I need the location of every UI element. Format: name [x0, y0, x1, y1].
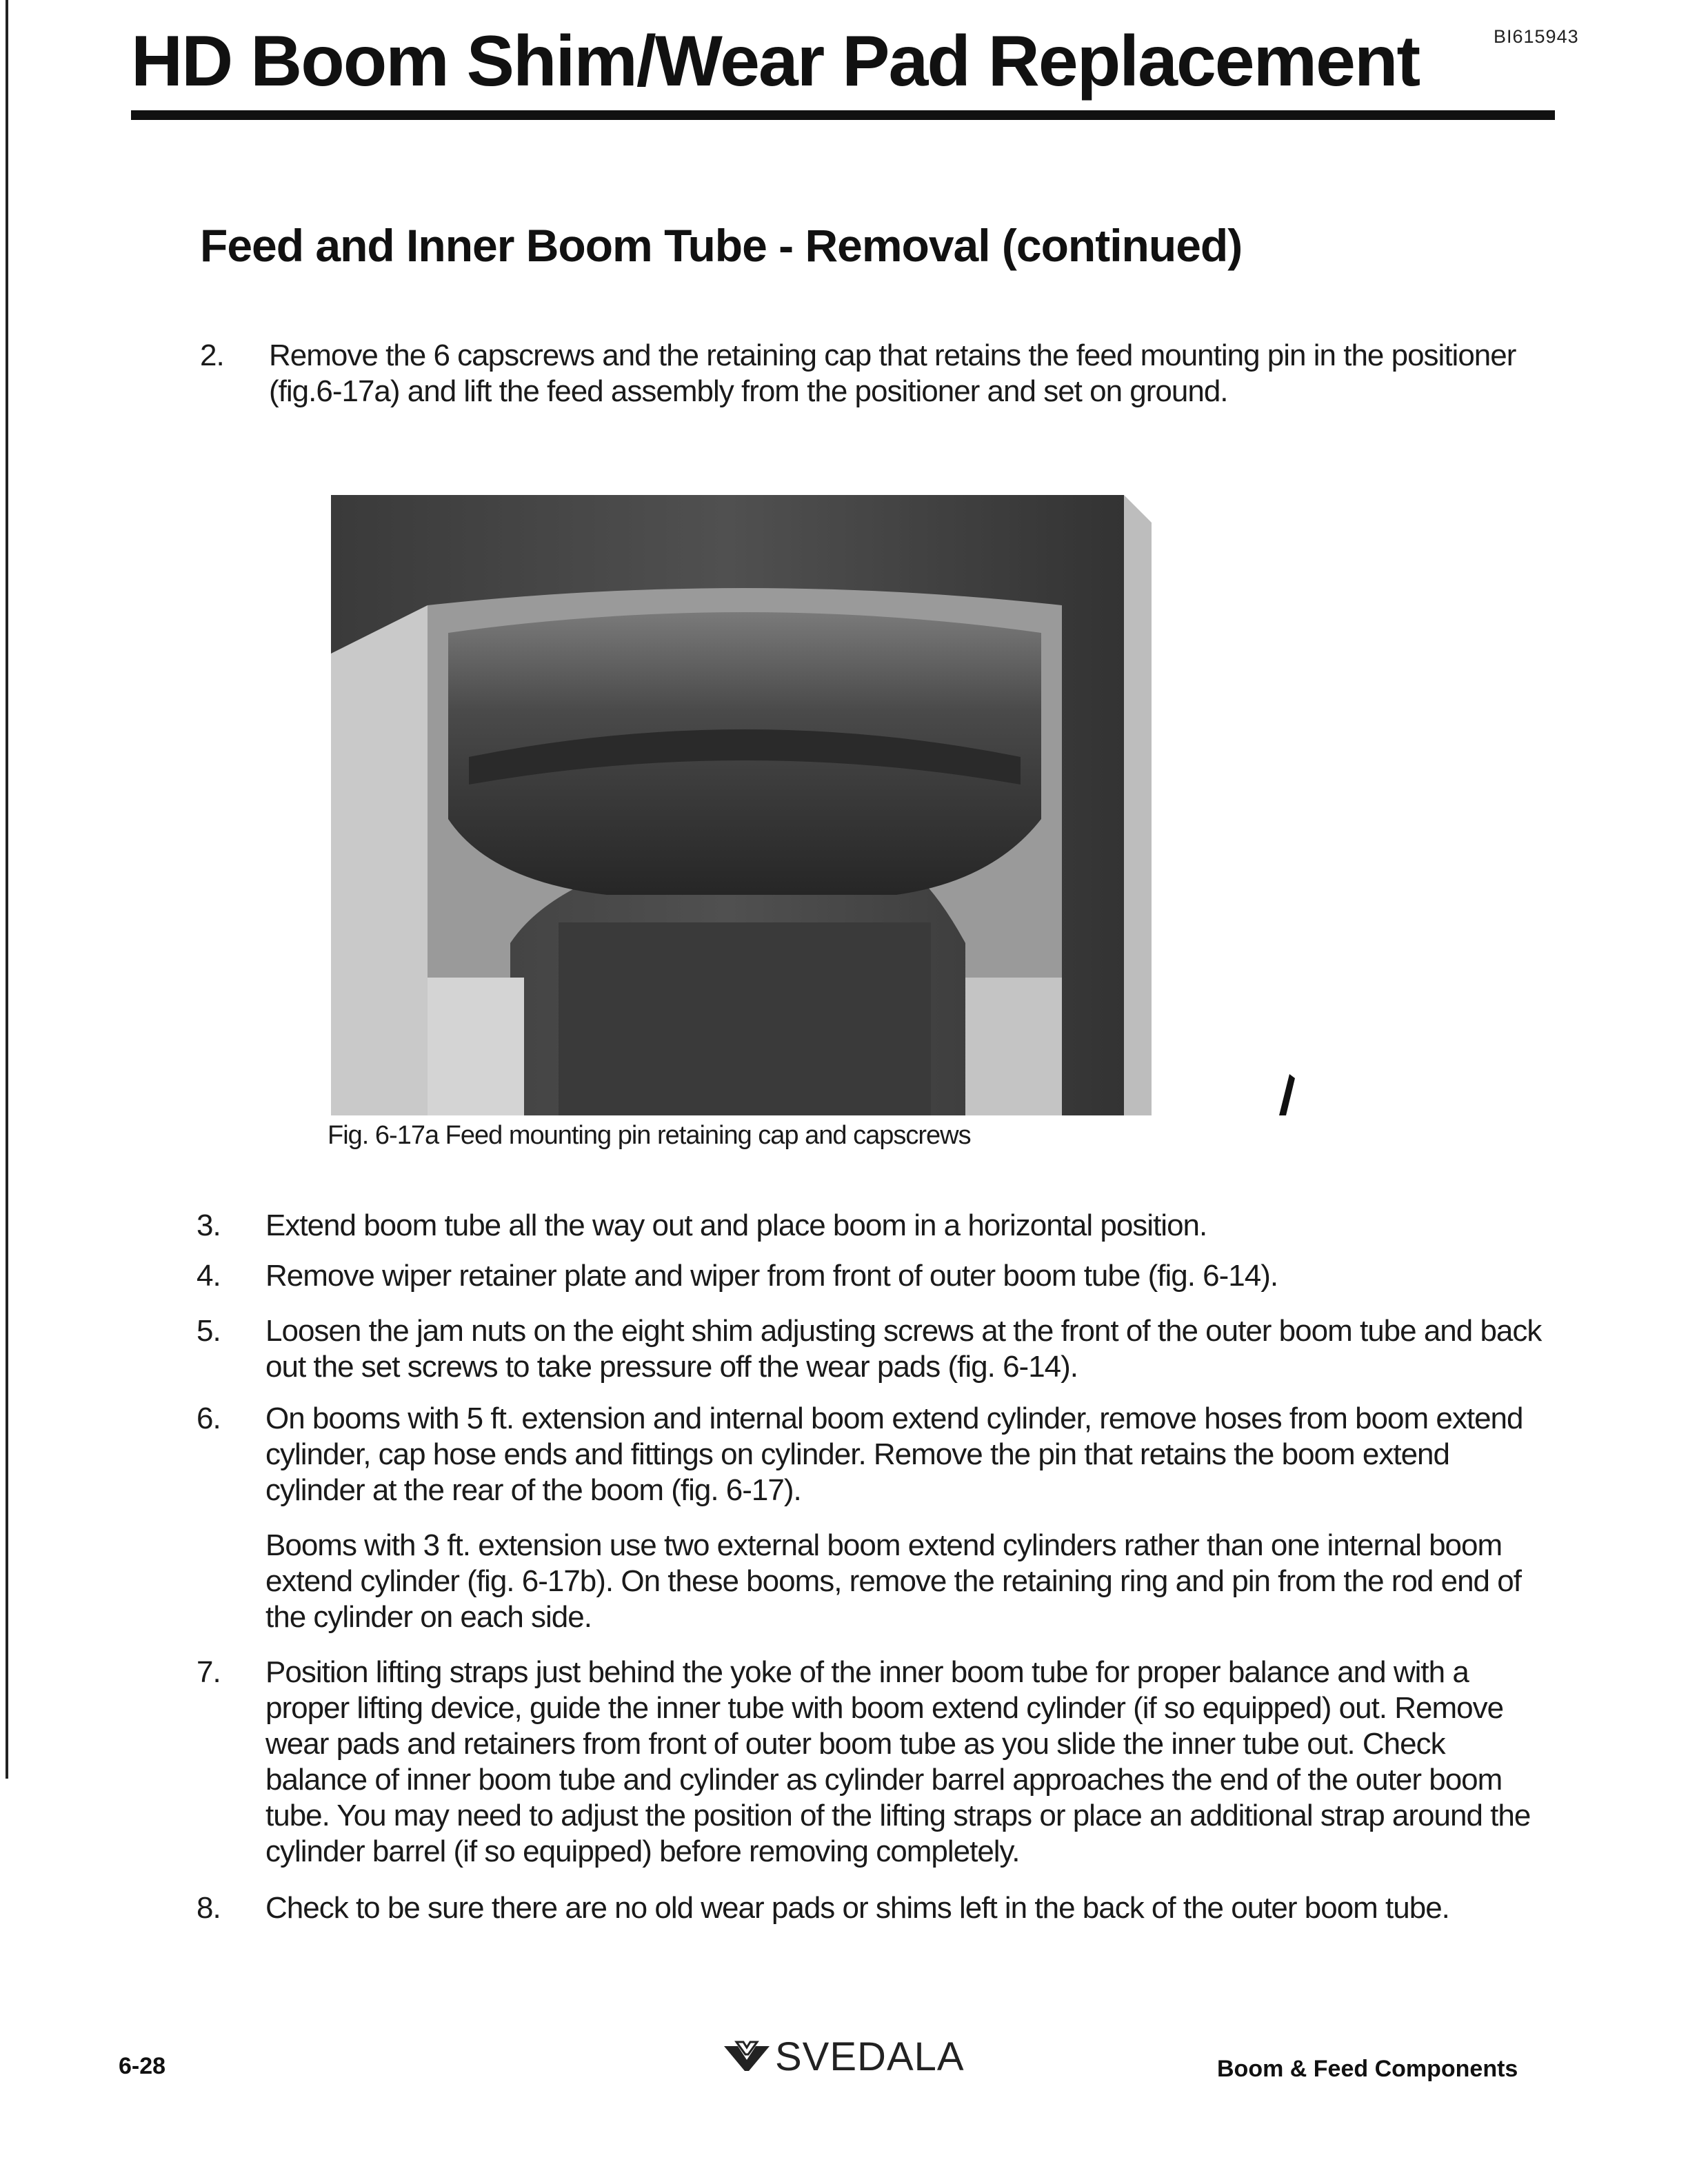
left-plate: [428, 978, 524, 1115]
step-text: Remove wiper retainer plate and wiper from front of outer boom tube (fig. 6-14).: [265, 1259, 1278, 1293]
page-edge-rule: [6, 0, 8, 1779]
step-text: Loosen the jam nuts on the eight shim adjusting screws at the front of the outer boom tube and back out the set screws to take pressure off the wear pads (fig. 6-14).: [265, 1314, 1542, 1384]
brand-name: SVEDALA: [775, 2034, 965, 2079]
step-text: Remove the 6 capscrews and the retaining cap that retains the feed mounting pin in the positioner (fig.6-17a) and lift the feed assembly from the positioner and set on ground.: [269, 338, 1516, 408]
brand-logo: [723, 2032, 965, 2081]
svedala-mark-icon: [723, 2039, 771, 2074]
step-number: 8.: [197, 1891, 221, 1925]
right-plate: [965, 978, 1062, 1115]
photo-left-bracket: [331, 605, 428, 1115]
page-title: HD Boom Shim/Wear Pad Replacement: [131, 21, 1420, 101]
figure-caption: Fig. 6-17a Feed mounting pin retaining cap and capscrews: [328, 1121, 971, 1150]
step-number: 5.: [197, 1314, 221, 1348]
section-heading: Feed and Inner Boom Tube - Removal (continued): [200, 220, 1243, 271]
step-text: Extend boom tube all the way out and place boom in a horizontal position.: [265, 1209, 1207, 1242]
feed-mounting-pin-photo: [331, 495, 1296, 1115]
step-text: Check to be sure there are no old wear pads or shims left in the back of the outer boom tube.: [265, 1891, 1449, 1925]
step-text: Booms with 3 ft. extension use two external boom extend cylinders rather than one internal boom extend cylinder (fig. 6-17b). On these booms, remove the retaining ring and pin from the rod end of the cylinder on each side.: [265, 1528, 1521, 1634]
pin-shaft: [559, 922, 931, 1115]
step-text: Position lifting straps just behind the yoke of the inner boom tube for proper balance and with a proper lifting device, guide the inner tube with boom extend cylinder (if so equipped) out. Remove wear pads and retainers from front of outer boom tube as you slide the inner tube out. Check balance of inner boom tube and cylinder as cylinder barrel approaches the end of the outer boom tube. You may need to adjust the position of the lifting straps or place an additional strap around the cylinder barrel (if so equipped) before removing completely.: [265, 1655, 1531, 1868]
page-number: 6-28: [119, 2053, 166, 2079]
step-text: On booms with 5 ft. extension and internal boom extend cylinder, remove hoses from boom extend cylinder, cap hose ends and fittings on cylinder. Remove the pin that retains the boom extend cylinder at the rear of the boom (fig. 6-17).: [265, 1402, 1523, 1507]
document-id: BI615943: [1494, 26, 1579, 47]
photo-right-edge: [1124, 495, 1152, 1115]
step-number: 2.: [200, 338, 224, 372]
step-number: 7.: [197, 1655, 221, 1689]
title-divider: [131, 110, 1555, 120]
footer-section-name: Boom & Feed Components: [1217, 2056, 1518, 2082]
step-number: 3.: [197, 1209, 221, 1242]
step-number: 6.: [197, 1402, 221, 1435]
step-number: 4.: [197, 1259, 221, 1293]
